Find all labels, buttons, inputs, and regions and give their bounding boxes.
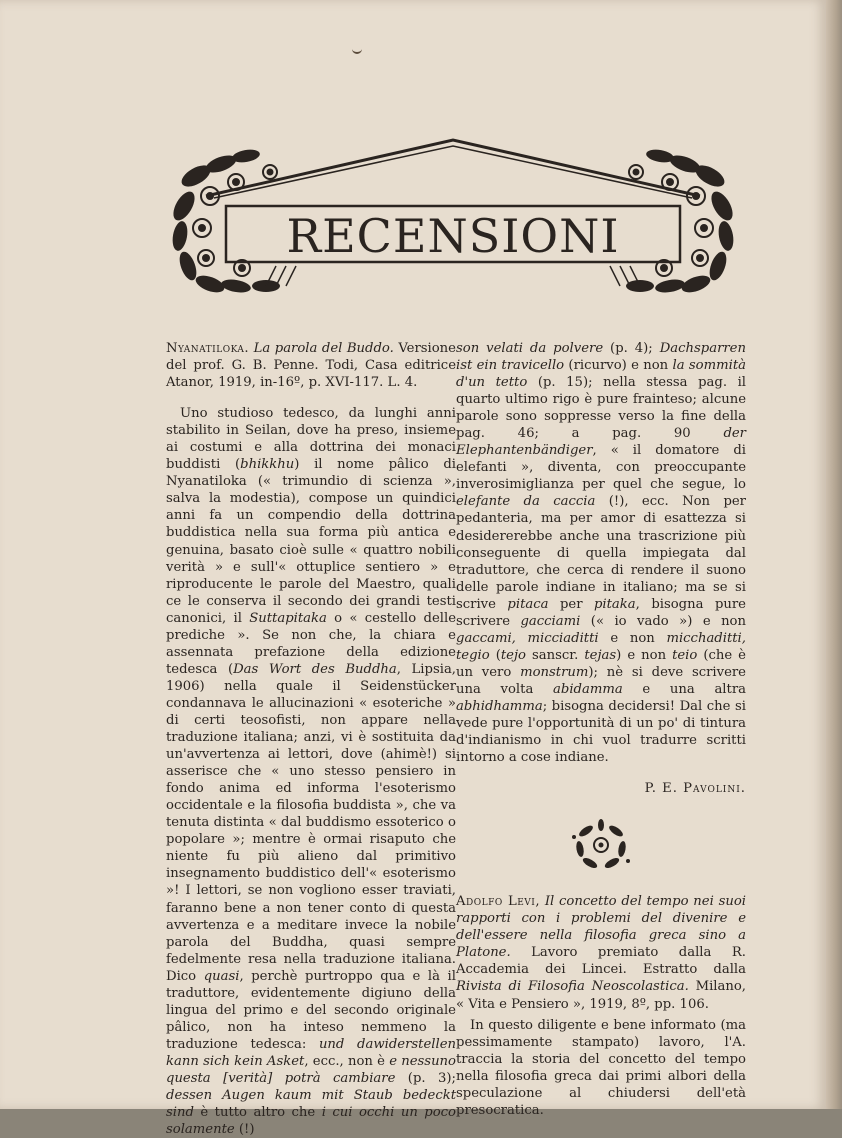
page-edge [826, 0, 842, 1109]
review-heading-1: Nyanatiloka. La parola del Buddo. Versione del prof. G. B. Penne. Todi, Casa editrice Atanor, 1919, in-16º, p. XVI-117. L. 4. [166, 341, 456, 391]
column-left [166, 340, 456, 1138]
section-title: RECENSIONI [286, 209, 620, 263]
floral-ornament [566, 817, 636, 873]
column-right [456, 340, 746, 1119]
review-body-2: In questo diligente e bene informato (ma pessimamente stampato) lavoro, l'A. traccia la storia del concetto del tempo nella filosofia greca dai primi albori della speculazione al chiudersi dell'età presocratica. [456, 1017, 746, 1118]
review-heading-2: Adolfo Levi, Il concetto del tempo nei suoi rapporti con i problemi del divenire e dell'essere nella filosofia greca sino a Platone. Lavoro premiato dalla R. Accademia dei Lincei. Estratto dalla Rivista di Filosofia Neoscolastica. Milano, « Vita e Pensiero », 1919, 8º, pp. 106. [456, 894, 746, 1012]
review-body-1-cont: son velati da polvere (p. 4); Dachsparren ist ein travicello (ricurvo) e non la sommità d'un tetto (p. 15); nella stessa pag. il quarto ultimo rigo è pure frainteso; alcune parole sono soppresse verso la fine della pag. 46; a pag. 90 der Elephantenbändiger, « il domatore di elefanti », diventa, con preoccupante inverosimiglianza per quel che segue, lo elefante da caccia (!), ecc. Non per pedanteria, ma per amor di esattezza si desidererebbe anche una trascrizione più conseguente di quella impiegata dal traduttore, che cerca di rendere il suono delle parole indiane in italiano; ma se si scrive pitaca per pitaka, bisogna pure scrivere gacciami (« io vado ») e non gaccami, micciaditti e non micchaditti, tegio (tejo sanscr. tejas) e non teio (che è un vero monstrum); nè si deve scrivere una volta abidamma e una altra abhidhamma; bisogna decidersi! Dal che si vede pure l'opportunità di un po' di tintura d'indianismo in chi vuol tradurre scritti intorno a cose indiane. [456, 341, 746, 766]
signature: P. E. Pavolini. [644, 781, 746, 797]
recensioni-banner [166, 136, 740, 296]
review-body-1: Uno studioso tedesco, da lunghi anni stabilito in Seilan, dove ha preso, insieme ai costumi e alla dottrina dei monaci buddisti (bhikkhu) il nome pâlico di Nyanatiloka (« trimundio di scienza », salva la modestia), compose un quindici anni fa un compendio della dottrina buddistica nella sua forma più antica e genuina, basato cioè sulle « quattro nobili verità » e sull'« ottuplice sentiero » e riproducente le parole del Maestro, quali ce le conserva il secondo dei grandi testi canonici, il Suttapitaka o « cestello delle prediche ». Se non che, la chiara e assennata prefazione della edizione tedesca (Das Wort des Buddha, Lipsia, 1906) nella quale il Seidenstücker condannava le allucinazioni « esoteriche » di certi teosofisti, non appare nella traduzione italiana; anzi, vi è sostituita da un'avvertenza ai lettori, dove (ahimè!) si asserisce che « uno stesso pensiero in fondo anima ed informa l'esoterismo occidentale e la filosofia buddista », che va tenuta distinta « dal buddismo essoterico o popolare »; mentre è ormai risaputo che niente fu più alieno dal primitivo insegnamento buddistico dell'« esoterismo »! I lettori, se non vogliono esser traviati, faranno bene a non tener conto di questa avvertenza e a meditare invece la nobile parola del Buddha, quasi sempre fedelmente resa nella traduzione italiana. Dico quasi, perchè purtroppo qua e là il traduttore, evidentemente digiuno della lingua del primo e del secondo originale pâlico, non ha inteso nemmeno la traduzione tedesca: und dawiderstellen kann sich kein Asket, ecc., non è e nessuno questa [verità] potrà cambiare (p. 3); dessen Augen kaum mit Staub bedeckt sind è tutto altro che i cui occhi un poco solamente (!) [166, 406, 456, 1138]
ink-mark [352, 46, 362, 54]
